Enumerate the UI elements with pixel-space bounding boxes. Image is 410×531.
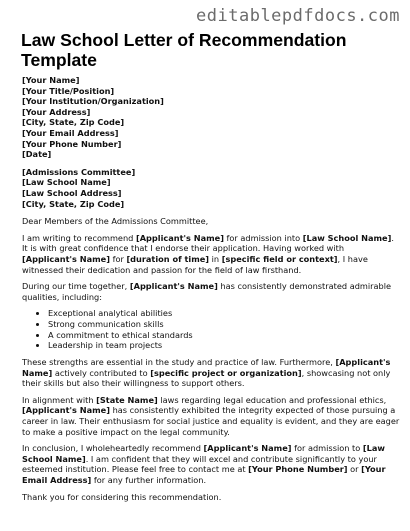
recipient-block <box>22 167 400 209</box>
paragraph-conclusion: In conclusion, I wholeheartedly recommend [Applicant's Name] for admission to [Law School Name]. I am confident that they will excel and contribute significantly to your esteemed institution. Please feel free to contact me at [Your Phone Number] or [Your Email Address] for any further information. <box>22 443 386 486</box>
qualities-list <box>22 308 400 351</box>
paragraph-alignment: In alignment with [State Name] laws regarding legal education and professional ethics, [Applicant's Name] has consistently exhibited the integrity expected of those pursuing a career in law. Their enthusiasm for social justice and equality is evident, and they are eager to make a positive impact on the legal community. <box>22 394 400 437</box>
sender-line: [Date] <box>22 149 52 160</box>
sender-line: [Your Name] <box>22 75 80 85</box>
salutation: Dear Members of the Admissions Committee, <box>22 216 209 227</box>
sender-line: [Your Phone Number] <box>22 138 122 149</box>
paragraph-intro: I am writing to recommend [Applicant's Name] for admission into [Law School Name]. It is with great confidence that I endorse their application. Having worked with [Applicant's Name] for [duration of time] in [specific field or context], I have witnessed their dedication and passion for the field of law firsthand. <box>22 232 394 275</box>
sender-line: [Your Address] <box>22 106 91 117</box>
sender-line: [Your Institution/Organization] <box>22 96 164 107</box>
list-item: • Strong communication skills <box>48 319 400 330</box>
recipient-line: [City, State, Zip Code] <box>22 198 125 209</box>
letter-body <box>22 75 400 502</box>
closing-line: Thank you for considering this recommendation. <box>22 491 222 502</box>
recipient-line: [Admissions Committee] <box>22 166 136 177</box>
sender-line: [Your Title/Position] <box>22 85 115 96</box>
sender-line: [Your Email Address] <box>22 127 119 138</box>
list-item: • Leadership in team projects <box>48 340 400 351</box>
paragraph-qualities-intro: During our time together, [Applicant's Name] has consistently demonstrated admirable qualities, including: <box>22 281 392 302</box>
paragraph-strengths: These strengths are essential in the study and practice of law. Furthermore, [Applicant's Name] actively contributed to [specific project or organization], showcasing not only their skills but also their willingness to support others. <box>22 357 391 389</box>
sender-block <box>22 75 400 160</box>
document-title: Law School Letter of Recommendation Template <box>21 30 347 70</box>
sender-line: [City, State, Zip Code] <box>22 117 125 128</box>
list-item: • A commitment to ethical standards <box>48 330 400 341</box>
site-watermark: editablepdfdocs.com <box>196 6 400 26</box>
list-item: • Exceptional analytical abilities <box>48 308 400 319</box>
recipient-line: [Law School Address] <box>22 187 122 198</box>
recipient-line: [Law School Name] <box>22 177 111 188</box>
